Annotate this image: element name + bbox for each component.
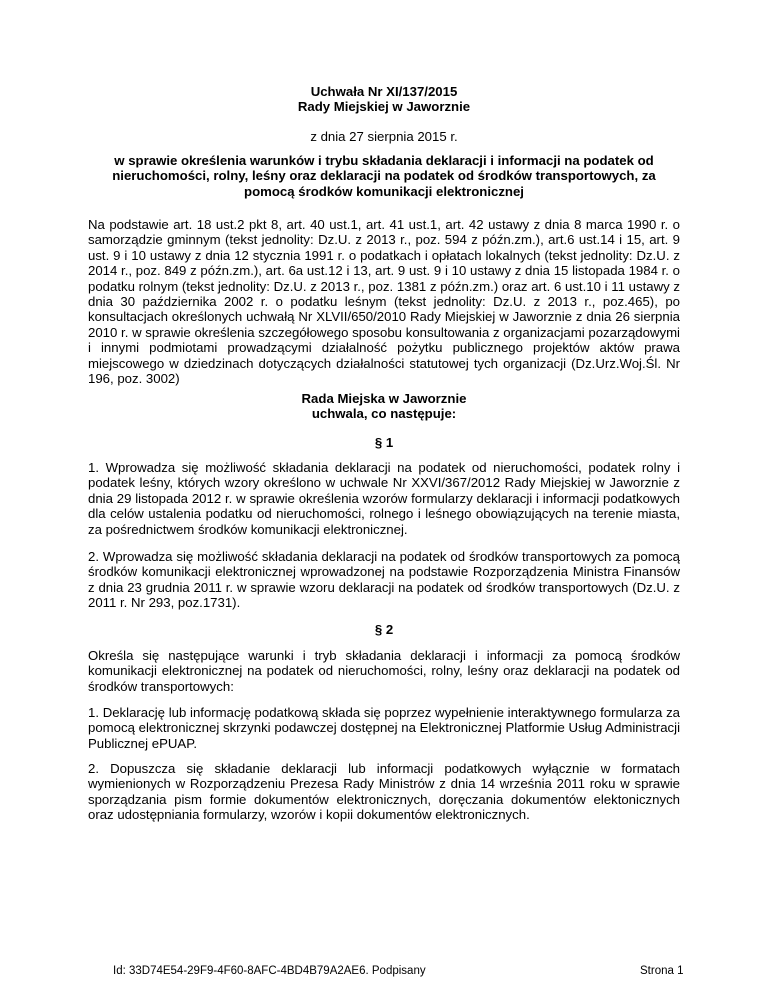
council-resolves xyxy=(0,391,768,422)
title-line-1: Uchwała Nr XI/137/2015 xyxy=(310,84,458,99)
resolution-subject xyxy=(0,153,768,199)
title-line-2: Rady Miejskiej w Jaworznie xyxy=(297,99,471,115)
subject-line-3: pomocą środków komunikacji elektronicznej xyxy=(244,183,524,199)
council-line-2: uchwala, co następuje: xyxy=(311,406,457,422)
section-1-paragraph-1: 1. Wprowadza się możliwość składania deklaracji na podatek od nieruchomości, podatek rolny i podatek leśny, których wzory określono w uchwale Nr XXVI/367/2012 Rady Miejskiej w Jaworznie z dnia 29 listopada 2012 r. w sprawie określenia wzorów formularzy deklaracji i informacji podatkowych dla celów ustalenia podatku od nieruchomości, rolnego i leśnego obowiązujących na terenie miasta, za pośrednictwem środków komunikacji elektronicznej. xyxy=(88,460,680,537)
section-2-paragraph-2: 2. Dopuszcza się składanie deklaracji lub informacji podatkowych wyłącznie w formatach wymienionych w Rozporządzeniu Prezesa Rady Ministrów z dnia 14 września 2011 roku w sprawie sporządzania pism formie dokumentów elektronicznych, doręczania dokumentów elektonicznych oraz udostępniania formularzy, wzorów i kopii dokumentów elektronicznych. xyxy=(88,761,680,823)
section-1-mark: § 1 xyxy=(374,435,394,450)
section-1-paragraph-2: 2. Wprowadza się możliwość składania deklaracji na podatek od środków transportowych za pomocą środków komunikacji elektronicznej wprowadzonej na podstawie Rozporządzenia Ministra Finansów z dnia 23 grudnia 2011 r. w sprawie wzoru deklaracji na podatek od środków transportowych (Dz.U. z 2011 r. Nr 293, poz.1731). xyxy=(88,549,680,611)
page-number: Strona 1 xyxy=(640,965,684,977)
section-2-paragraph-1: 1. Deklarację lub informację podatkową składa się poprzez wypełnienie interaktywnego formularza za pomocą elektronicznej skrzynki podawczej dostępnej na Elektronicznej Platformie Usług Administracji Publicznej ePUAP. xyxy=(88,705,680,751)
section-2-mark: § 2 xyxy=(374,622,394,637)
subject-line-2: nieruchomości, rolny, leśny oraz deklaracji na podatek od środków transportowych, za xyxy=(112,168,656,184)
council-line-1: Rada Miejska w Jaworznie xyxy=(301,391,467,406)
subject-line-1: w sprawie określenia warunków i trybu składania deklaracji i informacji na podatek od xyxy=(114,153,654,168)
section-2-intro: Określa się następujące warunki i tryb składania deklaracji i informacji za pomocą środków komunikacji elektronicznej na podatek od nieruchomości, rolny, leśny oraz deklaracji na podatek od środków transportowych: xyxy=(88,648,680,694)
preamble-paragraph: Na podstawie art. 18 ust.2 pkt 8, art. 40 ust.1, art. 41 ust.1, art. 42 ustawy z dnia 8 marca 1990 r. o samorządzie gminnym (tekst jednolity: Dz.U. z 2013 r., poz. 594 z późn.zm.), art.6 ust.14 i 15, art. 9 ust. 9 i 10 ustawy z dnia 12 stycznia 1991 r. o podatkach i opłatach lokalnych (tekst jednolity: Dz.U. z 2014 r., poz. 849 z późn.zm.), art. 6a ust.12 i 13, art. 9 ust. 9 i 10 ustawy z dnia 15 listopada 1984 r. o podatku rolnym (tekst jednolity: Dz.U. z 2013 r., poz. 1381 z późn.zm.) oraz art. 6 ust.10 i 11 ustawy z dnia 30 października 2002 r. o podatku leśnym (tekst jednolity: Dz.U. z 2013 r., poz.465), po konsultacjach określonych uchwałą Nr XLVII/650/2010 Rady Miejskiej w Jaworznie z dnia 26 sierpnia 2010 r. w sprawie określenia szczegółowego sposobu konsultowania z organizacjami pozarządowymi i innymi podmiotami prowadzącymi działalność pożytku publicznego projektów aktów prawa miejscowego w dziedzinach dotyczących działalności statutowej tych organizacji (Dz.Urz.Woj.Śl. Nr 196, poz. 3002) xyxy=(88,217,680,387)
resolution-date: z dnia 27 sierpnia 2015 r. xyxy=(310,129,458,144)
document-id-footer: Id: 33D74E54-29F9-4F60-8AFC-4BD4B79A2AE6. Podpisany xyxy=(113,965,426,977)
resolution-title xyxy=(0,84,768,115)
